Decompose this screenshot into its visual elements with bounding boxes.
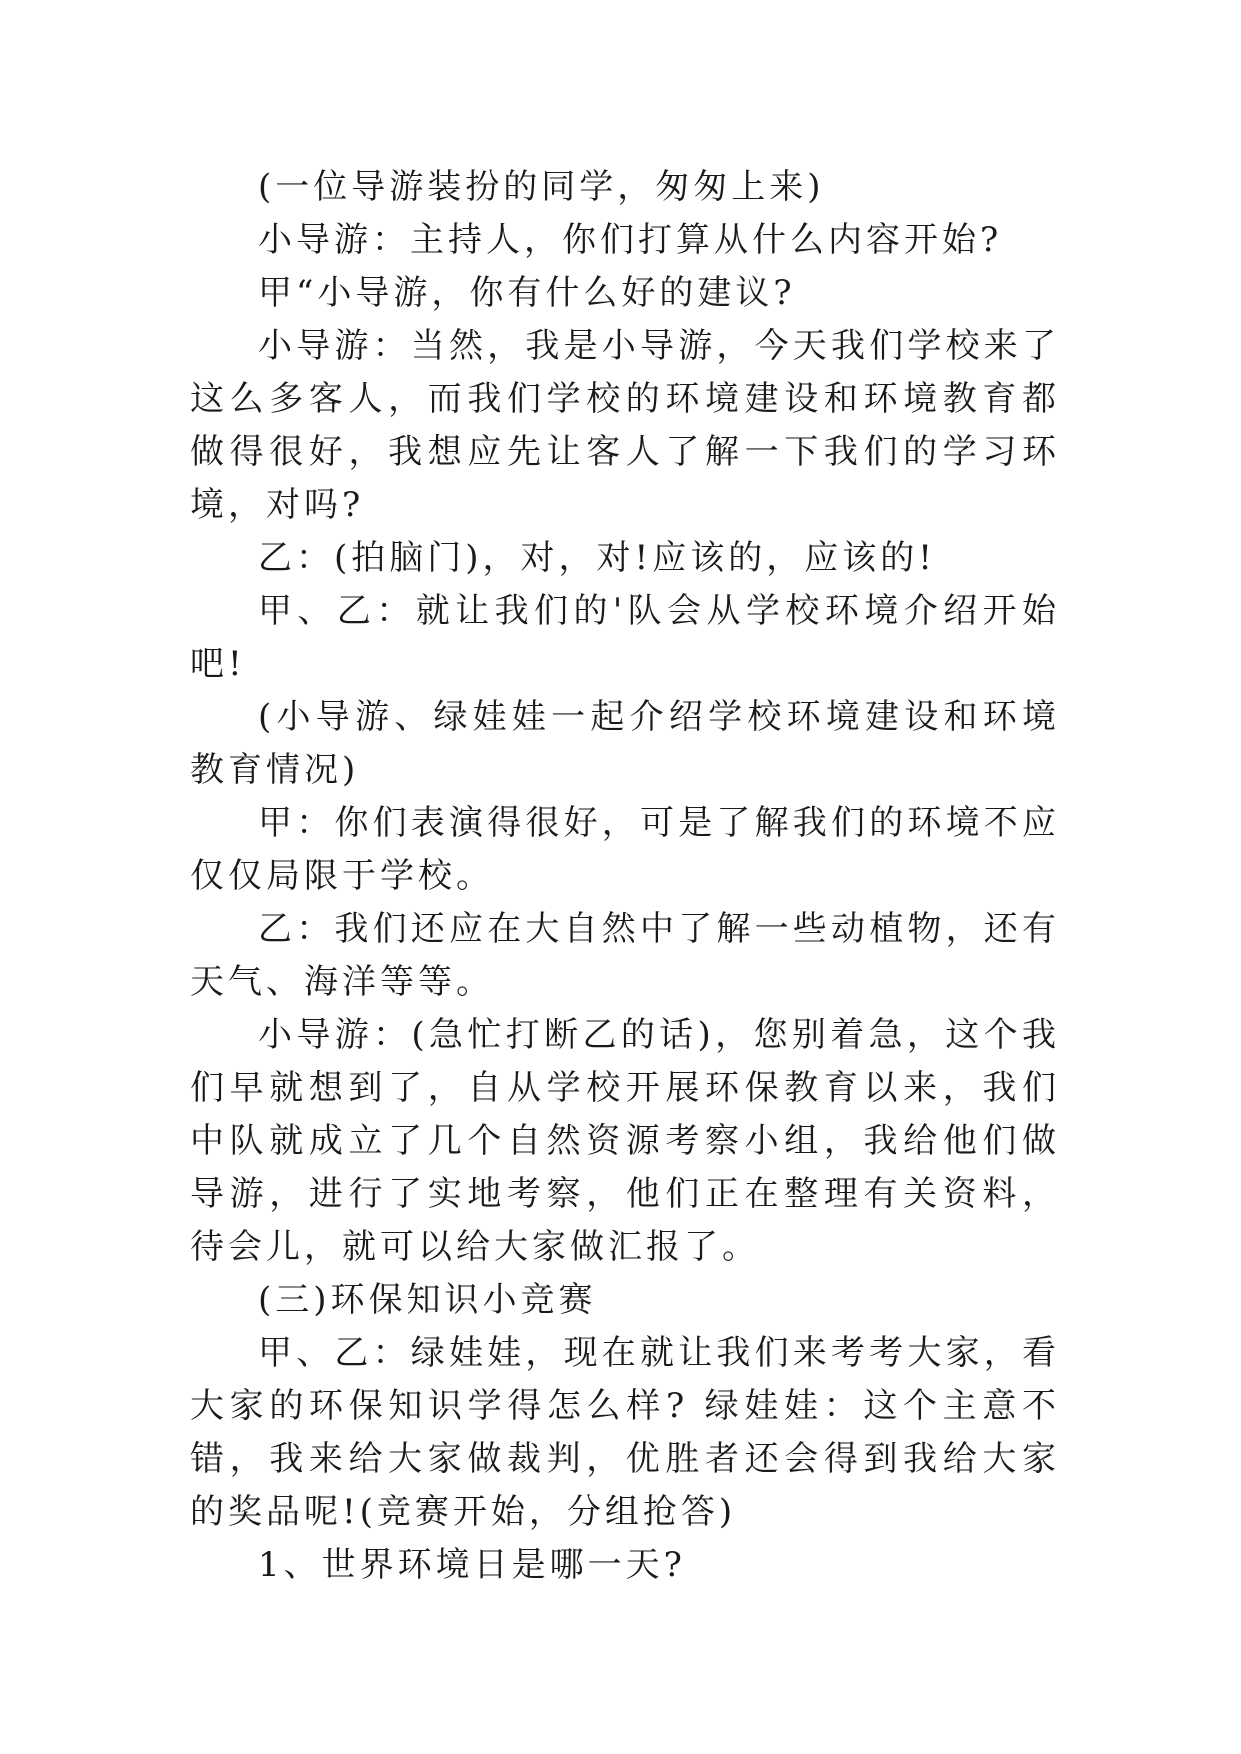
paragraph: 乙：我们还应在大自然中了解一些动植物，还有天气、海洋等等。 — [190, 909, 1060, 1002]
paragraph: 甲“小导游，你有什么好的建议? — [258, 273, 796, 313]
section-heading: (三)环保知识小竞赛 — [258, 1280, 597, 1320]
question-item: 1、世界环境日是哪一天? — [258, 1545, 686, 1585]
paragraph: 小导游：当然，我是小导游，今天我们学校来了这么多客人，而我们学校的环境建设和环境教育都做得很好，我想应先让客人了解一下我们的学习环境，对吗? — [190, 326, 1060, 525]
paragraph: 甲、乙：就让我们的'队会从学校环境介绍开始吧! — [190, 591, 1060, 684]
paragraph: (一位导游装扮的同学，匆匆上来) — [258, 167, 825, 207]
paragraph: 甲：你们表演得很好，可是了解我们的环境不应仅仅局限于学校。 — [190, 803, 1060, 896]
paragraph: 乙：(拍脑门)，对，对!应该的，应该的! — [258, 538, 936, 578]
document-body — [190, 161, 1060, 1592]
paragraph: 小导游：主持人，你们打算从什么内容开始? — [258, 220, 1003, 260]
paragraph: 甲、乙：绿娃娃，现在就让我们来考考大家，看大家的环保知识学得怎么样? 绿娃娃：这个主意不错，我来给大家做裁判，优胜者还会得到我给大家的奖品呢!(竞赛开始，分组抢答) — [190, 1333, 1060, 1532]
paragraph: (小导游、绿娃娃一起介绍学校环境建设和环境教育情况) — [190, 697, 1060, 790]
paragraph: 小导游：(急忙打断乙的话)，您别着急，这个我们早就想到了，自从学校开展环保教育以来，我们中队就成立了几个自然资源考察小组，我给他们做导游，进行了实地考察，他们正在整理有关资料，待会儿，就可以给大家做汇报了。 — [190, 1015, 1060, 1267]
